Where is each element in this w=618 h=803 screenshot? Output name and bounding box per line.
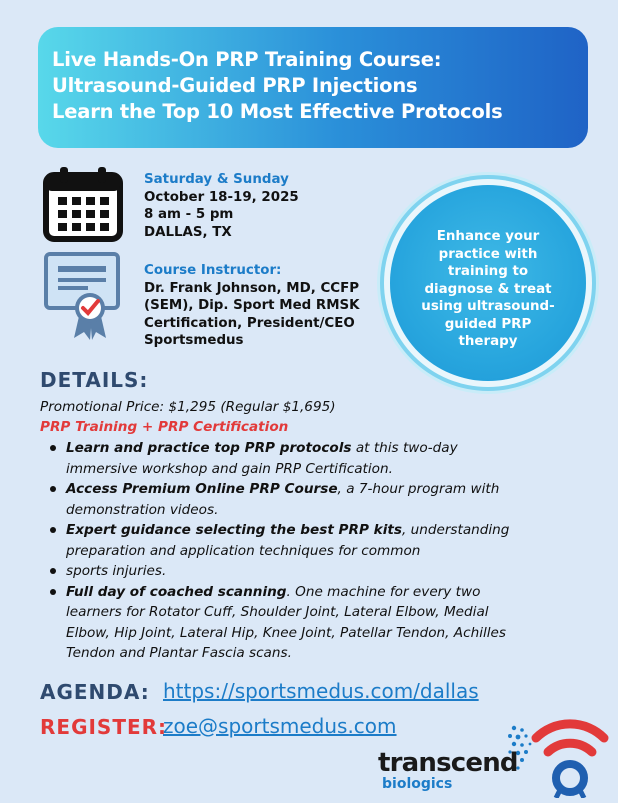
instructor-line-1: Dr. Frank Johnson, MD, CCFP xyxy=(144,280,360,296)
bullet-continuation: learners for Rotator Cuff, Shoulder Joint, Lateral Elbow, Medial xyxy=(66,604,489,620)
brand-logo-name: transcend xyxy=(378,748,518,778)
bullet-text: sports injuries. xyxy=(66,563,167,579)
callout-line-3: training to xyxy=(447,264,529,279)
agenda-link[interactable]: https://sportsmedus.com/dallas xyxy=(163,679,479,703)
instructor-line-4: Sportsmedus xyxy=(144,333,244,348)
bullet-dot-icon xyxy=(50,445,56,451)
bullet-continuation: Tendon and Plantar Fascia scans. xyxy=(66,645,292,661)
callout-text xyxy=(402,228,574,351)
details-heading: DETAILS: xyxy=(40,368,149,392)
bullet-dot-icon xyxy=(50,589,56,595)
list-item xyxy=(44,438,574,479)
bullet-continuation: preparation and application techniques for common xyxy=(66,542,421,559)
list-item xyxy=(44,520,574,561)
wifi-signal-icon xyxy=(530,708,610,798)
instructor-label: Course Instructor: xyxy=(144,263,282,278)
register-label: REGISTER: xyxy=(40,715,168,739)
calendar-icon xyxy=(42,165,124,243)
bullet-continuation: demonstration videos. xyxy=(66,501,219,518)
bullet-bold: Full day of coached scanning xyxy=(66,583,287,600)
banner-title-line-3: Learn the Top 10 Most Effective Protocols xyxy=(52,100,503,123)
bullet-dot-icon xyxy=(50,527,56,533)
register-email-link[interactable]: zoe@sportsmedus.com xyxy=(163,714,397,738)
bullet-continuation: Elbow, Hip Joint, Lateral Hip, Knee Joint, Patellar Tendon, Achilles xyxy=(66,624,506,641)
bullet-text: , understanding xyxy=(401,522,510,538)
promo-text: PRP Training + PRP Certification xyxy=(40,419,289,435)
bullet-text: at this two-day xyxy=(351,440,458,456)
event-date: October 18-19, 2025 xyxy=(144,189,299,205)
bullet-text: , a 7-hour program with xyxy=(337,481,500,497)
list-item xyxy=(44,582,574,664)
bullet-bold: Access Premium Online PRP Course xyxy=(66,481,338,497)
bullet-dot-icon xyxy=(50,568,56,574)
price-text: Promotional Price: $1,295 (Regular $1,695) xyxy=(40,399,336,415)
banner-title-line-1: Live Hands-On PRP Training Course: xyxy=(52,48,442,71)
schedule-block xyxy=(144,171,299,241)
bullet-bold: Expert guidance selecting the best PRP kits xyxy=(66,522,402,538)
details-list xyxy=(44,438,574,664)
list-item xyxy=(44,561,574,582)
callout-line-6: guided PRP xyxy=(444,316,532,332)
callout-line-7: therapy xyxy=(458,334,518,349)
event-location: DALLAS, TX xyxy=(144,224,232,240)
callout-line-2: practice with xyxy=(438,246,538,262)
list-item xyxy=(44,479,574,520)
bullet-text: . One machine for every two xyxy=(286,583,481,600)
callout-line-1: Enhance your xyxy=(436,229,540,244)
instructor-line-3: Certification, President/CEO xyxy=(144,315,355,331)
title-banner xyxy=(38,27,588,148)
certificate-icon xyxy=(42,250,122,340)
schedule-label: Saturday & Sunday xyxy=(144,172,289,187)
instructor-line-2: (SEM), Dip. Sport Med RMSK xyxy=(144,298,360,313)
event-time: 8 am - 5 pm xyxy=(144,207,234,222)
bullet-continuation: immersive workshop and gain PRP Certification. xyxy=(66,460,393,477)
banner-title-line-2: Ultrasound-Guided PRP Injections xyxy=(52,74,418,97)
agenda-label: AGENDA: xyxy=(40,680,150,704)
brand-logo-sub: biologics xyxy=(382,776,453,792)
bullet-dot-icon xyxy=(50,486,56,492)
instructor-block xyxy=(144,262,360,350)
callout-line-4: diagnose & treat xyxy=(424,281,552,297)
callout-line-5: using ultrasound- xyxy=(421,299,555,314)
bullet-bold: Learn and practice top PRP protocols xyxy=(66,440,352,456)
